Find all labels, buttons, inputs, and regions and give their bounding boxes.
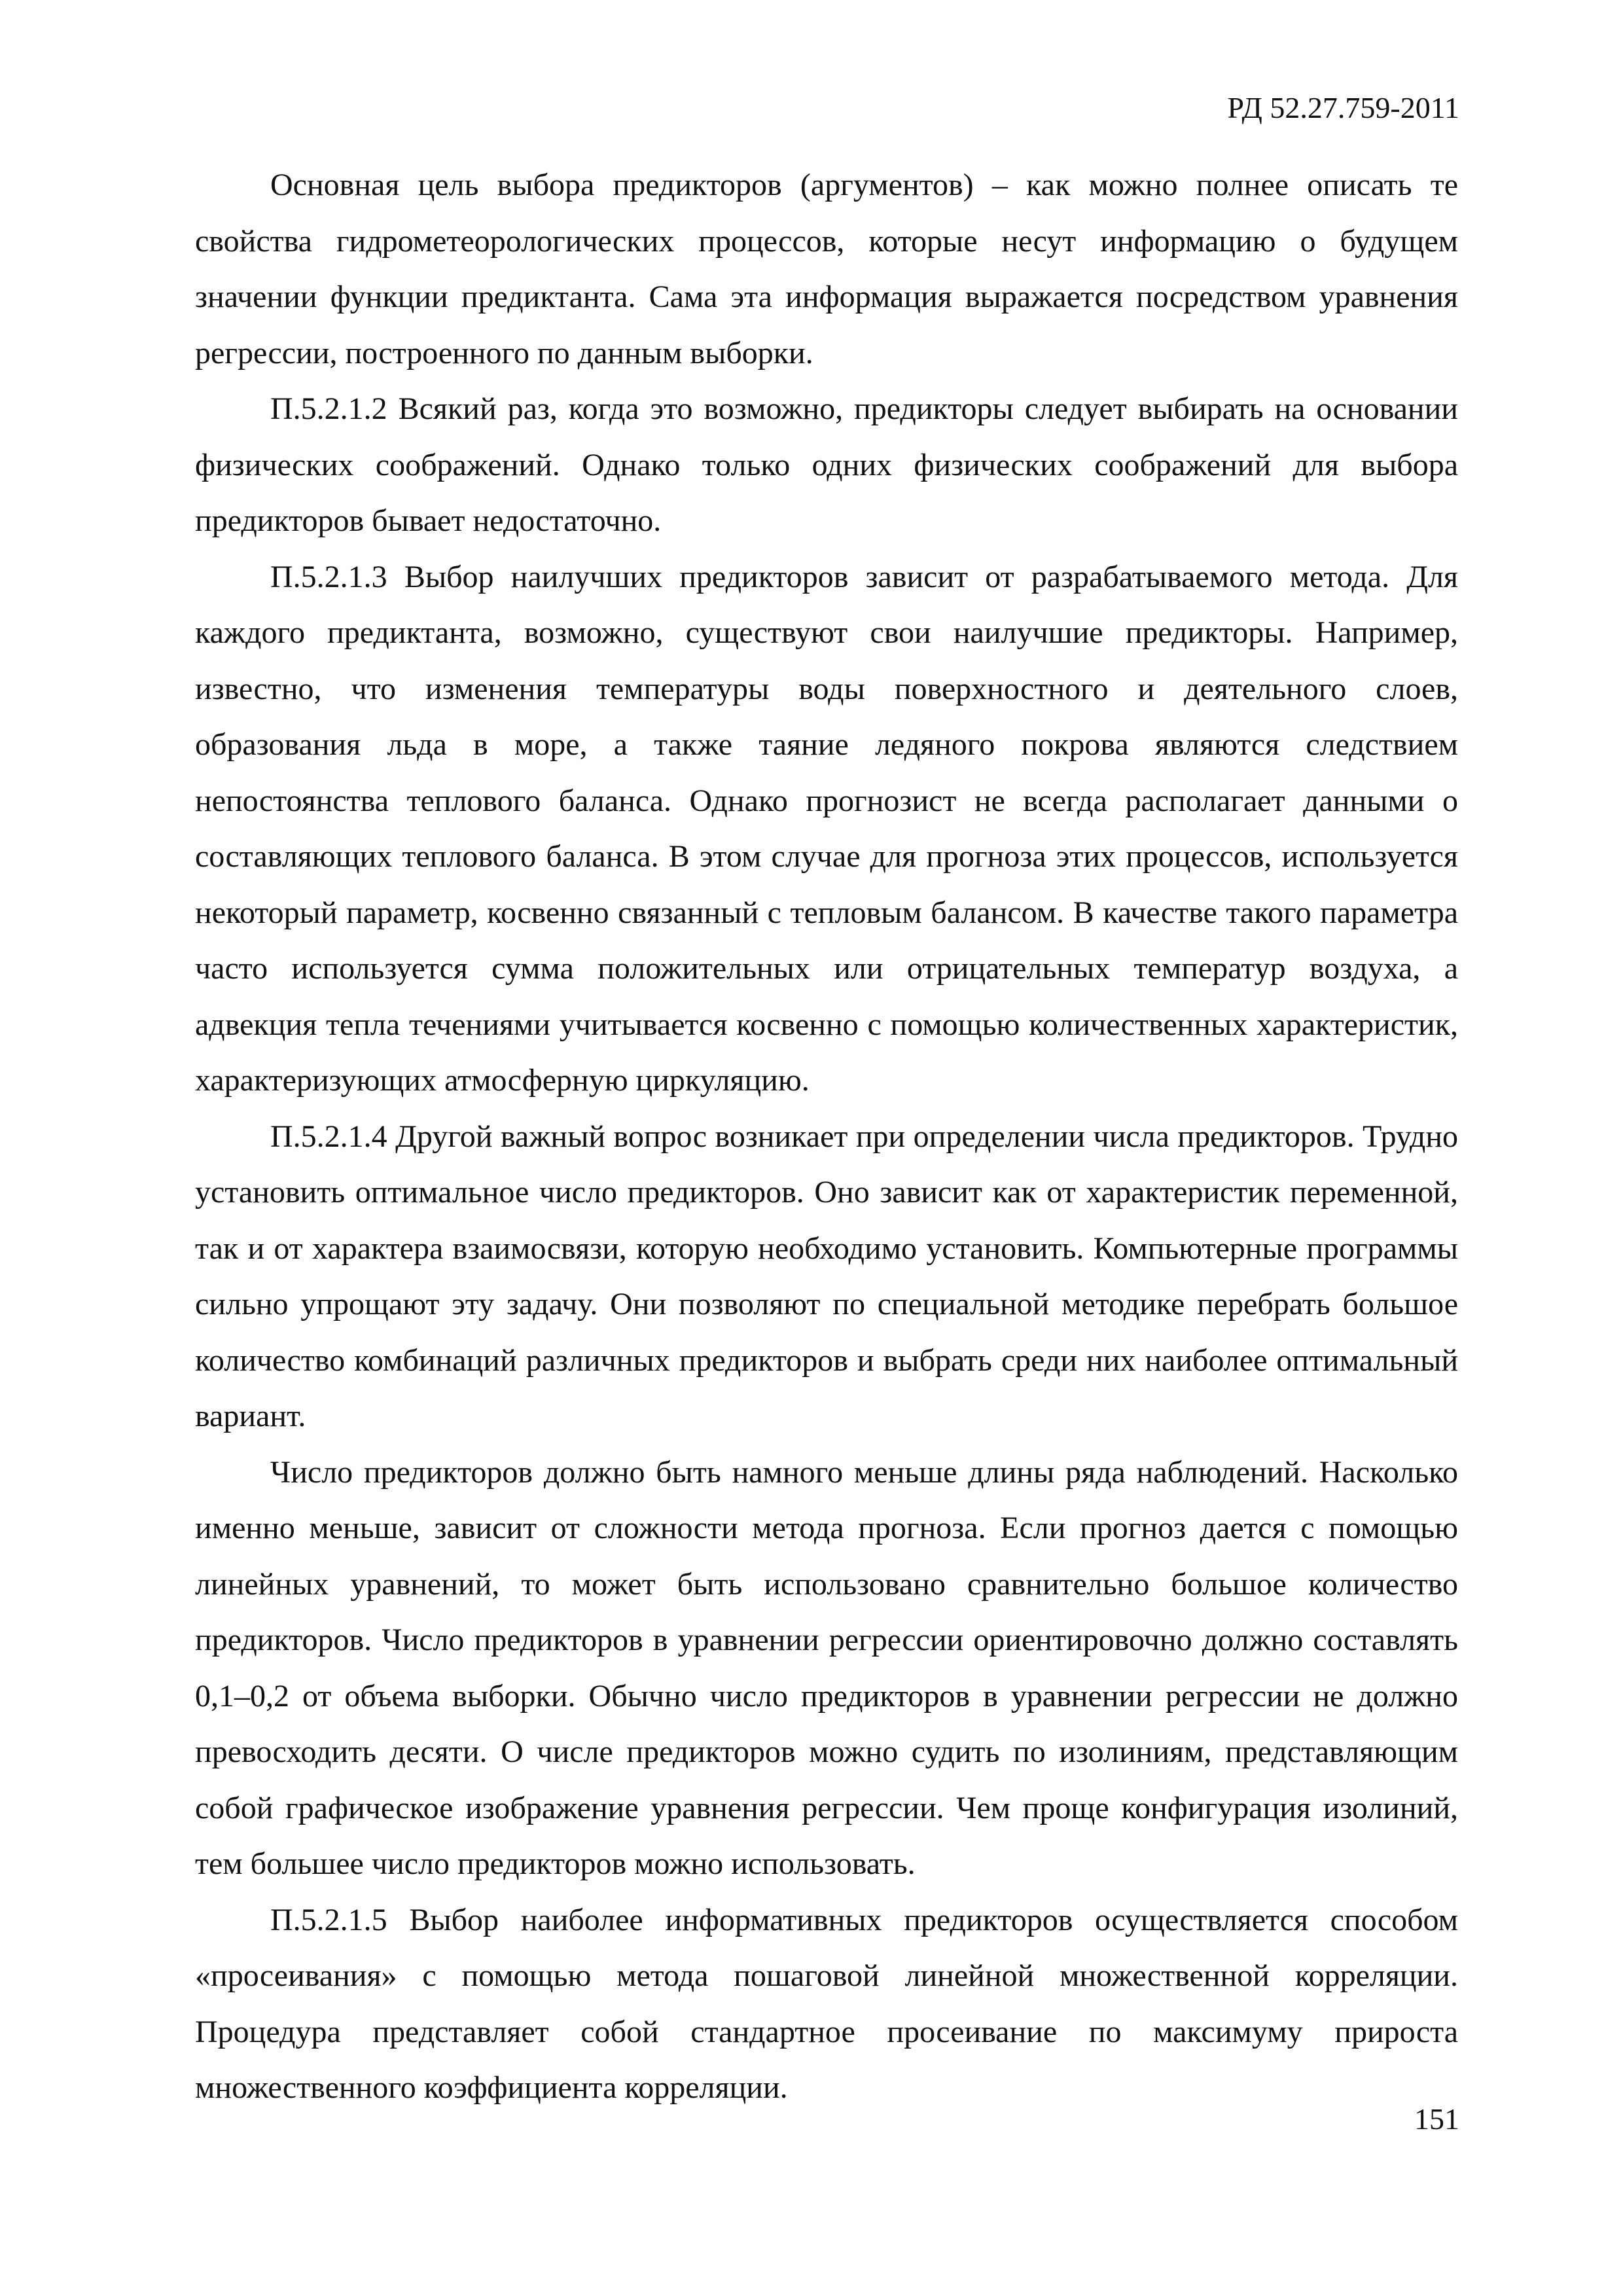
paragraph-5-2-1-2: П.5.2.1.2 Всякий раз, когда это возможно, предикторы следует выбирать на основании физических соображений. Однако только одних физических соображений для выбора предикторов бывает недостаточно. <box>195 391 1458 538</box>
paragraph-5-2-1-3: П.5.2.1.3 Выбор наилучших предикторов зависит от разрабатываемого метода. Для каждого предиктанта, возможно, существуют свои наилучшие предикторы. Например, известно, что изменения температуры воды поверхностного и деятельного слоев, образования льда в море, а также таяние ледяного покрова являются следствием непостоянства теплового баланса. Однако прогнозист не всегда располагает данными о составляющих теплового баланса. В этом случае для прогноза этих процессов, используется некоторый параметр, косвенно связанный с тепловым балансом. В качестве такого параметра часто используется сумма положительных или отрицательных температур воздуха, а адвекция тепла течениями учитывается косвенно с помощью количественных характеристик, характеризующих атмосферную циркуляцию. <box>195 559 1458 1098</box>
page-number: 151 <box>1414 2102 1459 2136</box>
document-code-header: РД 52.27.759-2011 <box>1227 91 1459 124</box>
paragraph-predictor-goal: Основная цель выбора предикторов (аргументов) – как можно полнее описать те свойства гидрометеорологических процессов, которые несут информацию о будущем значении функции предиктанта. Сама эта информация выражается посредством уравнения регрессии, построенного по данным выборки. <box>195 168 1458 370</box>
paragraph-5-2-1-4: П.5.2.1.4 Другой важный вопрос возникает при определении числа предикторов. Трудно установить оптимальное число предикторов. Оно зависит как от характеристик переменной, так и от характера взаимосвязи, которую необходимо установить. Компьютерные программы сильно упрощают эту задачу. Они позволяют по специальной методике перебрать большое количество комбинаций различных предикторов и выбрать среди них наиболее оптимальный вариант. <box>195 1119 1458 1433</box>
document-body <box>195 157 1458 2116</box>
paragraph-5-2-1-5: П.5.2.1.5 Выбор наиболее информативных предикторов осуществляется способом «просеивания» с помощью метода пошаговой линейной множественной корреляции. Процедура представляет собой стандартное просеивание по максимуму прироста множественного коэффициента корреляции. <box>195 1902 1458 2105</box>
paragraph-predictor-count: Число предикторов должно быть намного меньше длины ряда наблюдений. Насколько именно меньше, зависит от сложности метода прогноза. Если прогноз дается с помощью линейных уравнений, то может быть использовано сравнительно большое количество предикторов. Число предикторов в уравнении регрессии ориентировочно должно составлять 0,1–0,2 от объема выборки. Обычно число предикторов в уравнении регрессии не должно превосходить десяти. О числе предикторов можно судить по изолиниям, представляющим собой графическое изображение уравнения регрессии. Чем проще конфигурация изолиний, тем большее число предикторов можно использовать. <box>195 1454 1458 1881</box>
